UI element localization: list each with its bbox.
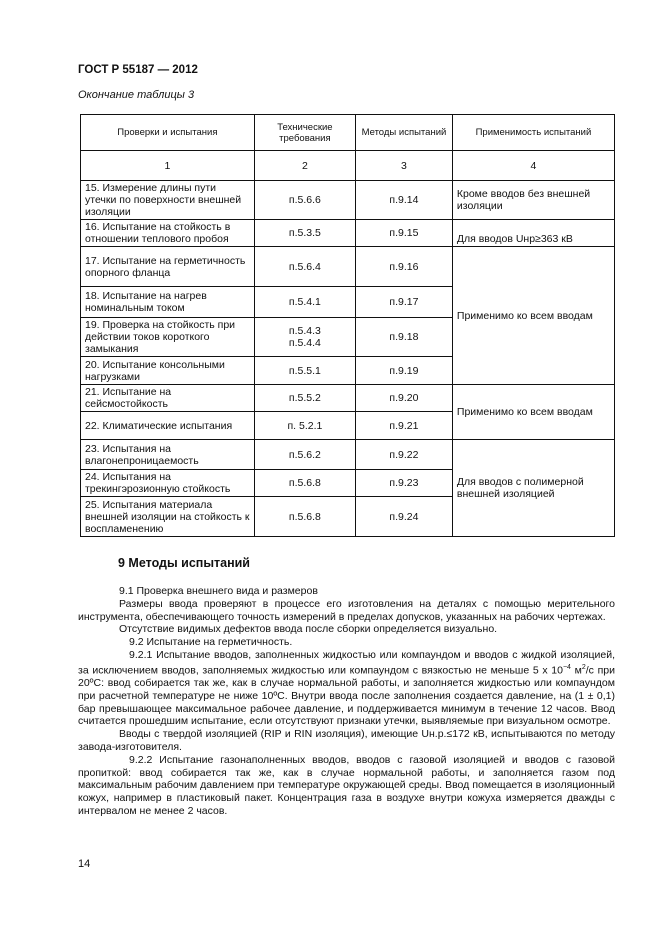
test-name: 17. Испытание на герметичность опорного фланца — [81, 247, 255, 287]
method-ref: п.9.20 — [356, 385, 453, 412]
column-number-row — [81, 151, 615, 181]
test-name: 25. Испытания материала внешней изоляции на стойкость к воспламенению — [81, 497, 255, 537]
paragraph: 9.1 Проверка внешнего вида и размеров — [119, 585, 318, 597]
column-number: 1 — [81, 151, 255, 181]
superscript: 2 — [581, 663, 586, 671]
requirement-ref: п.5.6.8 — [254, 470, 355, 497]
test-name: 21. Испытание на сейсмостойкость — [81, 385, 255, 412]
test-name: 20. Испытание консольными нагрузками — [81, 357, 255, 385]
requirement-ref: п.5.4.1 — [254, 287, 355, 318]
requirement-ref: п.5.6.6 — [254, 181, 355, 220]
superscript: −4 — [562, 663, 571, 671]
test-name: 23. Испытания на влагонепроницаемость — [81, 440, 255, 470]
method-ref: п.9.23 — [356, 470, 453, 497]
column-number: 4 — [452, 151, 614, 181]
applicability: Кроме вводов без внешней изоляции — [452, 181, 614, 220]
requirement-ref — [254, 318, 355, 357]
paragraph-part: м — [570, 664, 582, 677]
method-ref: п.9.18 — [356, 318, 453, 357]
requirement-ref: п.5.5.1 — [254, 357, 355, 385]
requirement-ref-line: п.5.4.4 — [288, 337, 321, 349]
column-header: Применимость испытаний — [452, 115, 614, 151]
method-ref: п.9.14 — [356, 181, 453, 220]
test-name: 16. Испытание на стойкость в отношении теплового пробоя — [81, 220, 255, 247]
column-number: 3 — [356, 151, 453, 181]
requirement-ref: п.5.6.4 — [254, 247, 355, 287]
table-header-row — [81, 115, 615, 151]
method-ref: п.9.17 — [356, 287, 453, 318]
page-number: 14 — [78, 858, 91, 870]
column-number: 2 — [254, 151, 355, 181]
method-ref: п.9.15 — [356, 220, 453, 247]
method-ref: п.9.21 — [356, 412, 453, 440]
paragraph — [78, 649, 615, 728]
applicability-group: Для вводов с полимерной внешней изоляцией — [452, 440, 614, 537]
requirement-ref: п.5.6.2 — [254, 440, 355, 470]
method-ref: п.9.22 — [356, 440, 453, 470]
requirement-ref-line: п.5.4.3 — [288, 325, 321, 337]
applicability-group: Применимо ко всем вводам — [452, 247, 614, 385]
method-ref: п.9.19 — [356, 357, 453, 385]
requirement-ref: п.5.5.2 — [254, 385, 355, 412]
test-name: 24. Испытания на трекингэрозионную стойкость — [81, 470, 255, 497]
table-row — [81, 181, 615, 220]
paragraph: Отсутствие видимых дефектов ввода после сборки определяется визуально. — [119, 623, 498, 636]
test-name: 22. Климатические испытания — [81, 412, 255, 440]
paragraph: 9.2.2 Испытание газонаполненных вводов, вводов с газовой изоляцией и вводов с газовой пропиткой: ввод собирается так же, как в случае нормальной работы, и заполняется газом под максимальным рабочим давлением при температуре окружающей среды. Ввод помещается в изоляционный кожух, например в пластиковый пакет. Концентрация газа в воздухе внутри кожуха измеряется дважды с интервалом не менее 2 часов. — [78, 753, 615, 818]
test-name: 19. Проверка на стойкость при действии токов короткого замыкания — [81, 318, 255, 357]
paragraph-part: /с при 20ºС: ввод собирается так же, как в случае нормальной работы, и заполняется жидкостью или компаундом при расчетной температуре не ниже 10ºС. Внутри ввода после заполнения создается давление, на (1 ± 0,1) бар превышающее максимальное рабочее давление, и поддерживается минимум в течение 12 часов. Ввод считается прошедшим испытание, если отсутствуют признаки утечки, выявляемые при визуальном осмотре. — [78, 664, 615, 728]
applicability-group: Применимо ко всем вводам — [452, 385, 614, 440]
method-ref: п.9.16 — [356, 247, 453, 287]
table-row — [81, 440, 615, 470]
requirement-ref: п.5.6.8 — [254, 497, 355, 537]
paragraph: Вводы с твердой изоляцией (RIP и RIN изоляция), имеющие Uн.р.≤172 кВ, испытываются по методу завода-изготовителя. — [78, 728, 615, 754]
body-text — [78, 585, 615, 818]
paragraph: Размеры ввода проверяют в процессе его изготовления на деталях с помощью мерительного инструмента, обеспечивающего точность измерений в пределах допусков, указанных на рабочих чертежах. — [78, 597, 615, 623]
tests-table — [80, 114, 615, 537]
test-name: 18. Испытание на нагрев номинальным током — [81, 287, 255, 318]
table-row — [81, 220, 615, 247]
column-header: Методы испытаний — [356, 115, 453, 151]
applicability: Для вводов Uнр≥363 кВ — [452, 220, 614, 247]
paragraph-part: 9.2.1 Испытание вводов, заполненных жидкостью или компаундом и вводов с жидкой изоляцией, за исключением вводов, заполняемых жидкостью или компаундом с вязкостью не меньше 5 х 10 — [78, 648, 615, 677]
requirement-ref: п.5.3.5 — [254, 220, 355, 247]
table-row — [81, 385, 615, 412]
requirement-ref: п. 5.2.1 — [254, 412, 355, 440]
section-title: 9 Методы испытаний — [118, 556, 250, 570]
table-row — [81, 247, 615, 287]
table-caption: Окончание таблицы 3 — [78, 89, 195, 101]
paragraph: 9.2 Испытание на герметичность. — [129, 636, 293, 649]
document-header: ГОСТ Р 55187 — 2012 — [78, 64, 198, 76]
column-header: Проверки и испытания — [81, 115, 255, 151]
method-ref: п.9.24 — [356, 497, 453, 537]
test-name: 15. Измерение длины пути утечки по поверхности внешней изоляции — [81, 181, 255, 220]
column-header: Технические требования — [254, 115, 355, 151]
